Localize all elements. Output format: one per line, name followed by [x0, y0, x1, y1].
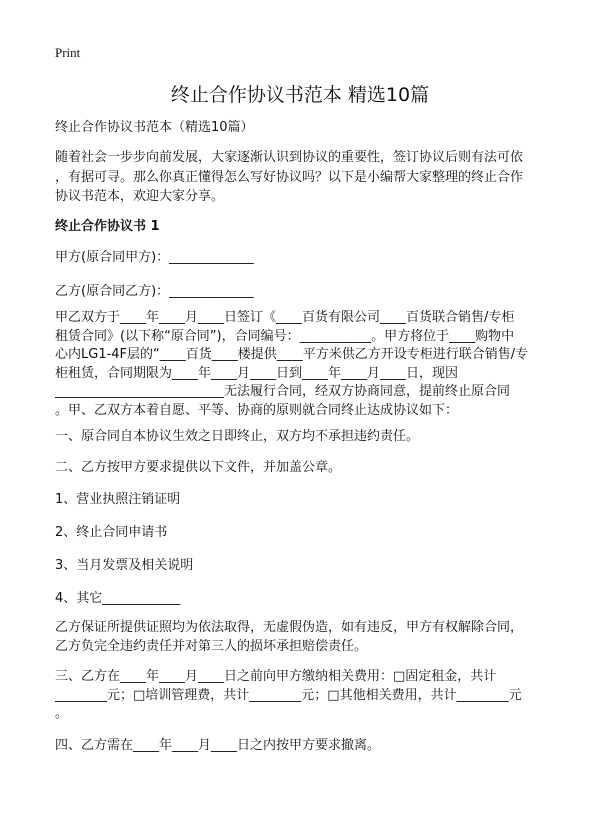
text-line: 协议书范本，欢迎大家分享。 [55, 189, 225, 204]
list-item: 1、营业执照注销证明 [55, 492, 181, 507]
text-line: 。 [55, 706, 69, 721]
intro-paragraph [55, 148, 595, 207]
page-title: 终止合作协议书范本 精选10篇 [170, 84, 430, 106]
party-b-line: 乙方(原合同乙方)：_____________ [55, 284, 254, 299]
section-heading: 终止合作协议书 1 [55, 219, 160, 234]
contract-paragraph [55, 309, 595, 420]
party-a-line: 甲方(原合同甲方)：_____________ [55, 250, 254, 265]
text-line: 乙方保证所提供证照均为依法取得，无虚假伪造，如有违反，甲方有权解除合同， [55, 620, 524, 635]
text-line: ，有据可寻。那么你真正懂得怎么写好协议吗？以下是小编帮大家整理的终止合作 [55, 169, 524, 185]
text-line: 随着社会一步步向前发展，大家逐渐认识到协议的重要性，签订协议后则有法可依 [55, 150, 524, 165]
text-line: 。甲、乙双方本着自愿、平等、协商的原则就合同终止达成协议如下： [55, 402, 459, 418]
text-line: 租赁合同》(以下称“原合同”)，合同编号：___________。甲方将位于____购物中 [55, 328, 515, 344]
clause-4: 四、乙方需在____年____月____日之内按甲方要求撤离。 [55, 738, 381, 753]
text-line: 甲乙双方于____年____月____日签订《____百货有限公司____百货联合销售/专柜 [55, 310, 515, 325]
subtitle: 终止合作协议书范本（精选10篇） [55, 120, 254, 135]
text-line: __________________________无法履行合同，经双方协商同意，提前终止原合同 [55, 384, 511, 399]
list-item: 2、终止合同申请书 [55, 525, 168, 540]
list-item: 3、当月发票及相关说明 [55, 558, 194, 573]
text-line: 心内LG1-4F层的“____百货____楼提供____平方米供乙方开设专柜进行联合销售/专 [55, 347, 529, 362]
guarantee-paragraph [55, 619, 595, 656]
text-line: 柜租赁，合同期限为____年____月____日到____年____月____日，现因 [55, 365, 459, 381]
text-line: ________元；□培训管理费，共计________元；□其他相关费用，共计________元 [55, 687, 522, 703]
print-link[interactable]: Print [55, 45, 81, 60]
text-line: 乙方负完全违约责任并对第三人的损坏承担赔偿责任。 [55, 638, 368, 654]
clause-2: 二、乙方按甲方要求提供以下文件，并加盖公章。 [55, 460, 342, 475]
clause-1: 一、原合同自本协议生效之日即终止，双方均不承担违约责任。 [55, 429, 420, 444]
text-line: 三、乙方在____年____月____日之前向甲方缴纳相关费用：□固定租金，共计 [55, 669, 497, 684]
clause-3 [55, 668, 595, 724]
list-item: 4、其它____________ [55, 591, 181, 606]
